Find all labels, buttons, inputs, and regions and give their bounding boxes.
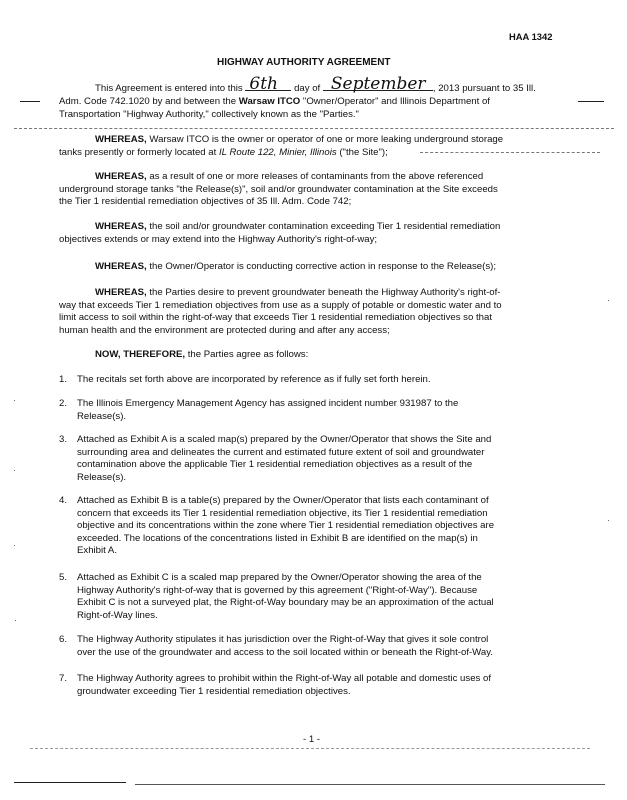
item-2 [77, 398, 557, 423]
scan-speck [14, 400, 15, 401]
intro-line-2 [59, 96, 490, 109]
document-id: HAA 1342 [509, 31, 553, 42]
intro-line2-post: "Owner/Operator" and Illinois Department of [302, 96, 490, 107]
bottom-rule [135, 784, 605, 785]
item-line: surrounding area and delineates the current and estimated future extent of soil and groundwater [77, 446, 485, 458]
item-number: 7. [59, 673, 68, 684]
item-line: Exhibit A. [77, 545, 117, 557]
item-number: 1. [59, 374, 68, 385]
item-3 [77, 434, 557, 484]
page-title: HIGHWAY AUTHORITY AGREEMENT [217, 57, 391, 68]
whereas-3 [59, 221, 559, 246]
now-therefore [95, 349, 308, 362]
scan-speck [608, 300, 609, 301]
scan-speck [608, 520, 609, 521]
item-line: Attached as Exhibit A is a scaled map(s) prepared by the Owner/Operator that shows the Site and [77, 434, 492, 445]
item-line: Attached as Exhibit C is a scaled map prepared by the Owner/Operator showing the area of the [77, 572, 482, 583]
whereas-4 [59, 261, 559, 274]
owner-name: Warsaw ITCO [238, 96, 301, 107]
intro-line-1 [95, 74, 536, 96]
item-6 [77, 634, 557, 659]
item-line: objective and its concentrations within the zone where Tier 1 residential remediation objectives are [77, 520, 495, 532]
scan-speck [14, 545, 15, 546]
margin-rule-left [20, 101, 40, 102]
scan-speck [15, 620, 16, 621]
whereas-4-line-1: the Owner/Operator is conducting corrective action in response to the Release(s); [149, 261, 496, 272]
whereas-label: WHEREAS, [95, 221, 147, 232]
scan-speck [14, 470, 15, 471]
whereas-label: WHEREAS, [95, 287, 147, 298]
item-line: Release(s). [77, 471, 127, 483]
item-4 [77, 495, 557, 558]
item-1 [77, 374, 557, 387]
month-field [323, 74, 433, 94]
item-line: Release(s). [77, 410, 127, 422]
scan-dash-line-2 [420, 152, 600, 153]
item-5 [77, 572, 557, 622]
item-number: 3. [59, 434, 68, 445]
whereas-5 [59, 287, 559, 337]
item-line: The Illinois Emergency Management Agency has assigned incident number 931987 to the [77, 398, 459, 409]
item-7 [77, 673, 557, 698]
whereas-1-line-2-pre: tanks presently or formerly located at [59, 146, 217, 158]
whereas-1 [59, 134, 559, 159]
item-line: Attached as Exhibit B is a table(s) prepared by the Owner/Operator that lists each contaminant of [77, 495, 489, 506]
whereas-label: WHEREAS, [95, 261, 147, 272]
item-line: over the use of the groundwater and access to the soil located within or beneath the Right-of-Way. [77, 646, 493, 658]
whereas-1-line-2-post: ("the Site"); [339, 146, 388, 158]
intro-day-of: day of [294, 83, 321, 94]
handwritten-day: 6th [249, 74, 278, 94]
item-line: The recitals set forth above are incorporated by reference as if fully set forth herein. [77, 374, 431, 385]
handwritten-month: September [330, 74, 426, 94]
item-line: Right-of-Way lines. [77, 609, 158, 621]
item-number: 6. [59, 634, 68, 645]
now-therefore-label: NOW, THEREFORE, [95, 349, 186, 360]
item-line: The Highway Authority agrees to prohibit within the Right-of-Way all potable and domestic uses of [77, 673, 491, 684]
intro-line-3: Transportation "Highway Authority," collectively known as the "Parties." [59, 109, 359, 120]
item-line: concern that exceeds its Tier 1 residential remediation objective, its Tier 1 residential remediation [77, 507, 488, 519]
intro-line2-pre: Adm. Code 742.1020 by and between the [59, 96, 237, 107]
item-number: 4. [59, 495, 68, 506]
item-line: contamination above the applicable Tier 1 residential remediation objectives as a result of the [77, 459, 473, 471]
whereas-2 [59, 171, 559, 209]
whereas-5-line-1: the Parties desire to prevent groundwater beneath the Highway Authority's right-of- [149, 287, 501, 298]
whereas-label: WHEREAS, [95, 134, 147, 145]
now-therefore-text: the Parties agree as follows: [187, 349, 309, 360]
page-number: - 1 - [303, 734, 321, 745]
whereas-1-line-1: Warsaw ITCO is the owner or operator of one or more leaking underground storage [149, 134, 504, 145]
whereas-5-line-4: human health and the environment are protected during and after any access; [59, 324, 390, 336]
whereas-2-line-3: the Tier 1 residential remediation objectives of 35 Ill. Adm. Code 742; [59, 196, 352, 208]
item-number: 2. [59, 398, 68, 409]
item-line: Highway Authority's right-of-way that is governed by this agreement ("Right-of-Way"). Because [77, 584, 478, 596]
intro-prefix: This Agreement is entered into this [95, 83, 243, 94]
whereas-label: WHEREAS, [95, 171, 147, 182]
item-line: Exhibit C is not a surveyed plat, the Right-of-Way boundary may be an approximation of the actual [77, 597, 494, 609]
site-location: IL Route 122, Minier, Illinois [218, 146, 337, 158]
intro-suffix: , 2013 pursuant to 35 Ill. [432, 83, 536, 94]
item-line: groundwater exceeding Tier 1 residential remediation objectives. [77, 685, 351, 697]
item-number: 5. [59, 572, 68, 583]
bottom-rule [14, 782, 126, 783]
item-line: exceeded. The locations of the concentrations listed in Exhibit B are identified on the map(s) in [77, 532, 478, 544]
whereas-2-line-1: as a result of one or more releases of contaminants from the above referenced [149, 171, 484, 182]
item-line: The Highway Authority stipulates it has jurisdiction over the Right-of-Way that gives it sole control [77, 634, 489, 645]
whereas-3-line-2: objectives extends or may extend into the Highway Authority's right-of-way; [59, 233, 378, 245]
whereas-3-line-1: the soil and/or groundwater contamination exceeding Tier 1 residential remediation [149, 221, 501, 232]
whereas-5-line-2: way that exceeds Tier 1 remediation objectives from use as a supply of potable or domestic water and to [59, 299, 502, 311]
scan-dash-line-3 [30, 748, 590, 749]
whereas-5-line-3: limit access to soil within the right-of-way that exceeds Tier 1 residential remediation objectives so that [59, 312, 492, 324]
scan-dash-line-1 [14, 128, 614, 129]
margin-rule-right [578, 101, 604, 102]
day-field [245, 74, 291, 94]
whereas-2-line-2: underground storage tanks "the Release(s)", soil and/or groundwater contamination at the Site exceeds [59, 183, 498, 195]
